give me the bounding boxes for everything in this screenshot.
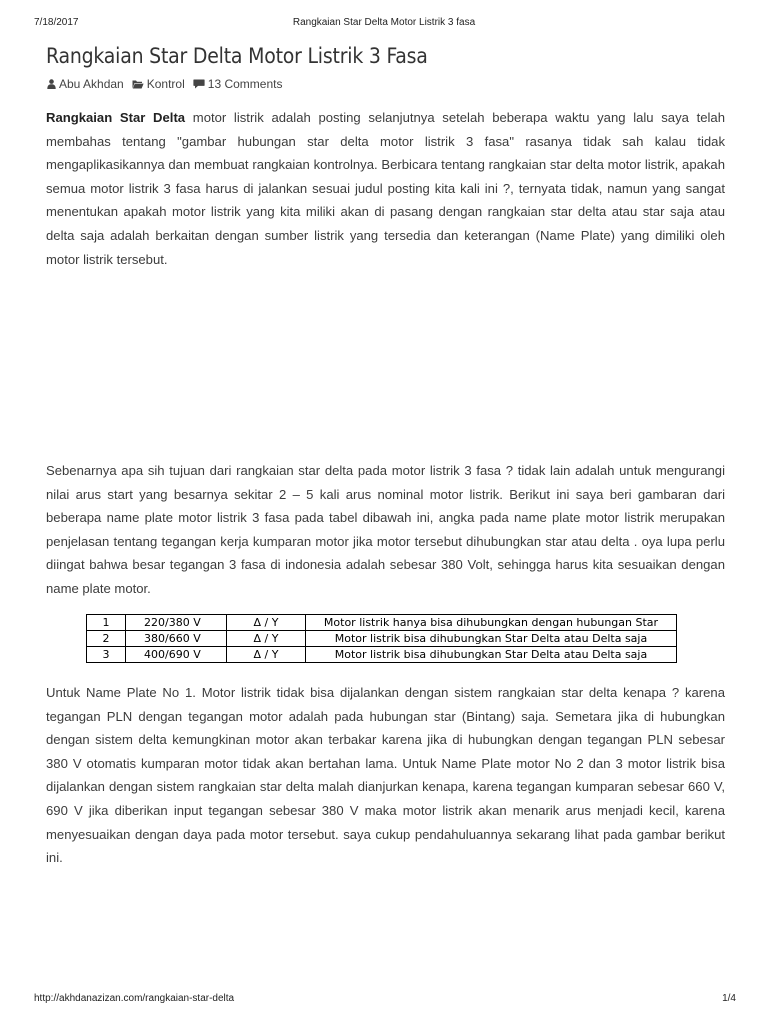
nameplate-explanation-paragraph: Untuk Name Plate No 1. Motor listrik tidak bisa dijalankan dengan sistem rangkaian star delta kenapa ? karena tegangan PLN dengan tegangan motor adalah pada hubungan star (Bintang) saja. Semetara jika di hubungkan dengan sistem delta kemungkinan motor akan terbakar karena jika di hubungkan dengan tegangan PLN sebesar 380 V otomatis kumparan motor tidak akan bertahan lama. Untuk Name Plate motor No 2 dan 3 motor listrik bisa dijalankan dengan sistem rangkaian star delta malah dianjurkan kenapa, karena tegangan kumparan sebesar 660 V, 690 V jika diberikan input tegangan sebesar 380 V maka motor listrik akan menarik arus menjadi kecil, karena menyesuaikan dengan daya pada motor tersebut. saya cukup pendahuluannya sekarang lihat pada gambar berikut ini.	[46, 685, 725, 866]
meta-comments[interactable]	[193, 77, 283, 91]
row-connection: Δ / Y	[227, 647, 306, 663]
table-row	[87, 647, 677, 663]
row-description: Motor listrik bisa dihubungkan Star Delta atau Delta saja	[306, 631, 677, 647]
author-link[interactable]: Abu Akhdan	[59, 77, 124, 91]
row-voltage: 400/690 V	[126, 647, 227, 663]
page-number: 1/4	[722, 993, 736, 1004]
row-voltage: 220/380 V	[126, 615, 227, 631]
print-date: 7/18/2017	[34, 17, 79, 28]
folder-open-icon	[132, 80, 144, 89]
row-number: 3	[87, 647, 126, 663]
purpose-paragraph: Sebenarnya apa sih tujuan dari rangkaian star delta pada motor listrik 3 fasa ? tidak lain adalah untuk mengurangi nilai arus start yang besarnya sekitar 2 – 5 kali arus nominal motor listrik. Berikut ini saya beri gambaran dari beberapa name plate motor listrik 3 fasa pada tabel dibawah ini, angka pada name plate motor listrik merupakan penjelasan tentang tegangan kerja kumparan motor jika motor tersebut dihubungkan star atau delta . oya lupa perlu diingat bahwa besar tegangan 3 fasa di indonesia adalah sebesar 380 Volt, sehingga harus kita sesuaikan dengan name plate motor.	[46, 463, 725, 596]
row-voltage: 380/660 V	[126, 631, 227, 647]
nameplate-table	[86, 614, 677, 663]
row-description: Motor listrik hanya bisa dihubungkan dengan hubungan Star	[306, 615, 677, 631]
intro-lead-bold: Rangkaian Star Delta	[46, 110, 186, 125]
meta-author[interactable]	[47, 77, 124, 91]
row-connection: Δ / Y	[227, 615, 306, 631]
post-meta	[47, 77, 290, 91]
intro-paragraph	[46, 106, 725, 271]
comment-icon	[193, 79, 205, 89]
intro-paragraph-text: motor listrik adalah posting selanjutnya setelah beberapa waktu yang lalu saya telah membahas tentang "gambar hubungan star delta motor listrik 3 fasa" rasanya tidak sah kalau tidak mengaplikasikannya dan membuat rangkaian kontrolnya. Berbicara tentang rangkaian star delta motor listrik, apakah semua motor listrik 3 fasa harus di jalankan sesuai judul posting kita kali ini ?, ternyata tidak, namun yang sangat menentukan apakah motor listrik yang kita miliki akan di pasang dengan rangkaian star delta atau star saja atau delta saja adalah berkaitan dengan sumber listrik yang tersedia dan keterangan (Name Plate) yang dimiliki oleh motor listrik tersebut.	[46, 110, 725, 267]
post-title: Rangkaian Star Delta Motor Listrik 3 Fasa	[46, 44, 428, 68]
print-url: http://akhdanazizan.com/rangkaian-star-delta	[34, 993, 235, 1004]
user-icon	[47, 79, 56, 89]
row-description: Motor listrik bisa dihubungkan Star Delta atau Delta saja	[306, 647, 677, 663]
meta-category[interactable]	[132, 77, 185, 91]
table-row	[87, 631, 677, 647]
category-link[interactable]: Kontrol	[146, 77, 185, 91]
row-number: 2	[87, 631, 126, 647]
comments-link[interactable]: 13 Comments	[207, 77, 283, 91]
print-header-title: Rangkaian Star Delta Motor Listrik 3 fasa	[292, 17, 476, 28]
row-number: 1	[87, 615, 126, 631]
table-row	[87, 615, 677, 631]
row-connection: Δ / Y	[227, 631, 306, 647]
